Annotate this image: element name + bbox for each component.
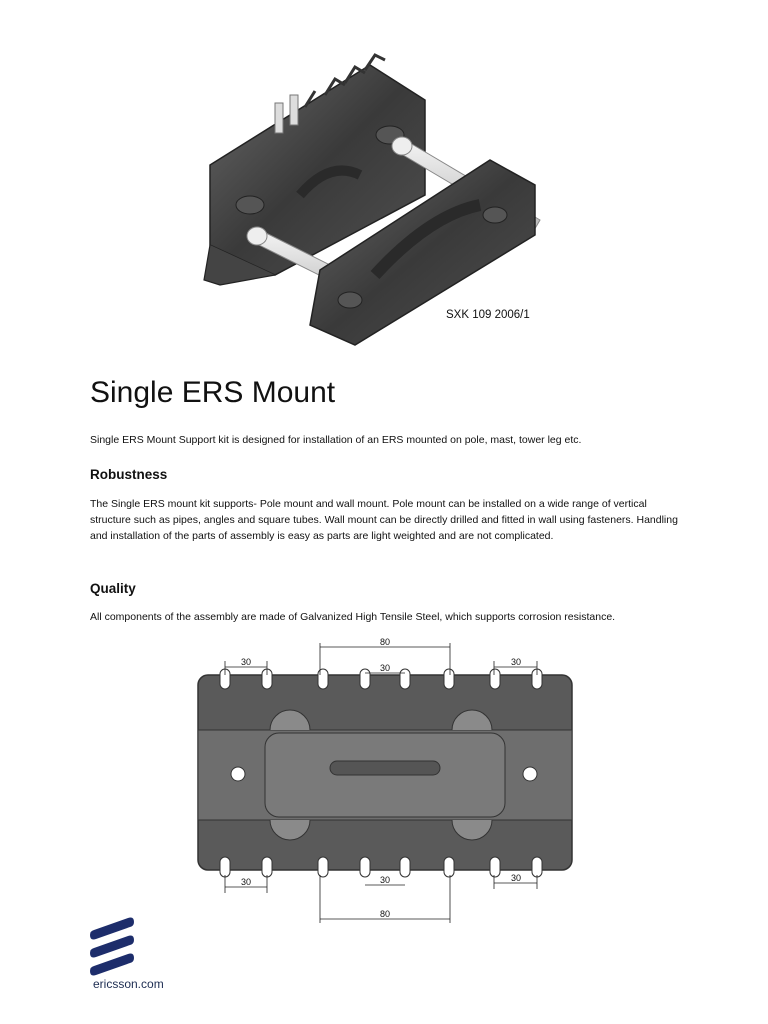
robustness-body: The Single ERS mount kit supports- Pole mount and wall mount. Pole mount can be installed on a wide range of vertical structure such as pipes, angles and square tubes. Wall mount can be directly drilled and fitted in wall using fasteners. Handling and installation of the parts of assembly is easy as parts are light weighted and are not complicated. bbox=[90, 498, 678, 542]
ericsson-logo-icon bbox=[88, 916, 136, 978]
mount-dimension-drawing bbox=[190, 635, 580, 925]
website-link[interactable]: ericsson.com bbox=[93, 977, 164, 991]
dim-label: 30 bbox=[510, 873, 522, 883]
dimension-drawing-svg bbox=[190, 635, 580, 925]
dim-label: 80 bbox=[379, 637, 391, 647]
intro-text: Single ERS Mount Support kit is designed for installation of an ERS mounted on pole, mast, tower leg etc. bbox=[90, 434, 582, 446]
dim-label: 30 bbox=[240, 877, 252, 887]
dim-label: 80 bbox=[379, 909, 391, 919]
dim-label: 30 bbox=[379, 875, 391, 885]
dim-label: 30 bbox=[510, 657, 522, 667]
quality-heading: Quality bbox=[90, 581, 136, 596]
quality-body: All components of the assembly are made of Galvanized High Tensile Steel, which supports corrosion resistance. bbox=[90, 611, 616, 623]
mount-3d-figure bbox=[190, 45, 550, 350]
mount-3d-illustration bbox=[190, 45, 550, 350]
dim-label: 30 bbox=[240, 657, 252, 667]
page-title: Single ERS Mount bbox=[90, 376, 336, 409]
part-number-label: SXK 109 2006/1 bbox=[446, 309, 530, 321]
dim-label: 30 bbox=[379, 663, 391, 673]
robustness-heading: Robustness bbox=[90, 467, 168, 482]
